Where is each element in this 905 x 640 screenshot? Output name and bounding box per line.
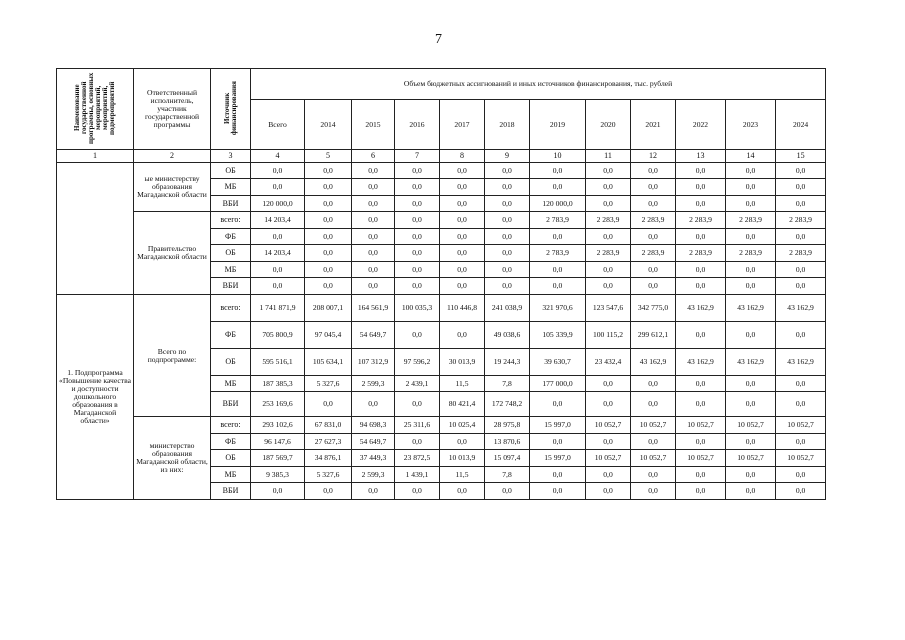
year-value-cell: 0,0 [726,228,776,245]
year-value-cell: 0,0 [352,195,395,212]
year-value-cell: 0,0 [395,195,440,212]
year-value-cell: 0,0 [530,179,586,196]
year-value-cell: 15 997,0 [530,450,586,467]
year-value-cell: 0,0 [395,212,440,229]
funding-source: ФБ [211,321,251,348]
year-value-cell: 0,0 [352,483,395,500]
year-value-cell: 2 283,9 [586,245,631,262]
year-value-cell: 0,0 [586,162,631,179]
year-value-cell: 0,0 [305,278,352,295]
header-year-2022: 2022 [676,100,726,150]
year-value-cell: 241 038,9 [485,294,530,321]
header-year-2016: 2016 [395,100,440,150]
funding-source: МБ [211,466,251,483]
year-value-cell: 0,0 [305,392,352,417]
year-value-cell: 0,0 [530,466,586,483]
year-value-cell: 43 162,9 [776,294,826,321]
year-value-cell: 0,0 [586,179,631,196]
year-value-cell: 0,0 [530,433,586,450]
year-value-cell: 321 970,6 [530,294,586,321]
year-value-cell: 0,0 [586,261,631,278]
year-value-cell: 2 783,9 [530,212,586,229]
header-year-2018: 2018 [485,100,530,150]
year-value-cell: 0,0 [631,375,676,392]
year-value-cell: 2 283,9 [586,212,631,229]
funding-source: ВБИ [211,392,251,417]
funding-source: ОБ [211,245,251,262]
year-value-cell: 43 162,9 [676,294,726,321]
year-value-cell: 164 561,9 [352,294,395,321]
year-value-cell: 0,0 [631,179,676,196]
year-value-cell: 0,0 [776,261,826,278]
year-value-cell: 0,0 [776,321,826,348]
year-value-cell: 0,0 [586,433,631,450]
year-value-cell: 0,0 [352,212,395,229]
column-number: 13 [676,149,726,162]
year-value-cell: 30 013,9 [440,348,485,375]
year-value-cell: 0,0 [676,278,726,295]
header-year-2017: 2017 [440,100,485,150]
total-value-cell: 187 569,7 [251,450,305,467]
year-value-cell: 0,0 [726,483,776,500]
year-value-cell: 43 162,9 [676,348,726,375]
year-value-cell: 80 421,4 [440,392,485,417]
year-value-cell: 0,0 [676,162,726,179]
year-value-cell: 0,0 [395,278,440,295]
year-value-cell: 10 052,7 [726,417,776,434]
table-body [57,162,826,499]
program-name: 1. Подпрограмма «Повышение качества и доступности дошкольного образования в Магаданской области» [57,294,134,499]
header-year-2021: 2021 [631,100,676,150]
year-value-cell: 0,0 [485,228,530,245]
year-value-cell: 0,0 [440,245,485,262]
budget-table [56,68,826,500]
funding-source: МБ [211,179,251,196]
year-value-cell: 0,0 [776,466,826,483]
column-number: 7 [395,149,440,162]
year-value-cell: 0,0 [631,228,676,245]
funding-source: ОБ [211,348,251,375]
year-value-cell: 23 872,5 [395,450,440,467]
funding-source: ВБИ [211,483,251,500]
header-total: Всего [251,100,305,150]
year-value-cell: 5 327,6 [305,375,352,392]
year-value-cell: 0,0 [352,245,395,262]
year-value-cell: 0,0 [440,179,485,196]
year-value-cell: 2 283,9 [726,245,776,262]
column-number: 3 [211,149,251,162]
year-value-cell: 2 283,9 [631,212,676,229]
year-value-cell: 0,0 [530,162,586,179]
header-year-2020: 2020 [586,100,631,150]
year-value-cell: 2 599,3 [352,466,395,483]
year-value-cell: 0,0 [395,321,440,348]
year-value-cell: 0,0 [676,483,726,500]
year-value-cell: 0,0 [485,278,530,295]
year-value-cell: 97 596,2 [395,348,440,375]
year-value-cell: 107 312,9 [352,348,395,375]
year-value-cell: 94 698,3 [352,417,395,434]
header-year-2024: 2024 [776,100,826,150]
total-value-cell: 0,0 [251,261,305,278]
year-value-cell: 0,0 [305,162,352,179]
executor-name: министерство образования Магаданской области, из них: [134,417,211,500]
year-value-cell: 0,0 [485,212,530,229]
year-value-cell: 10 052,7 [726,450,776,467]
year-value-cell: 0,0 [676,228,726,245]
year-value-cell: 0,0 [776,278,826,295]
column-number: 1 [57,149,134,162]
year-value-cell: 0,0 [485,261,530,278]
funding-source: всего: [211,417,251,434]
year-value-cell: 7,8 [485,466,530,483]
header-source-text: Источник финансирования [222,81,238,135]
year-value-cell: 0,0 [631,466,676,483]
year-value-cell: 0,0 [485,162,530,179]
funding-source: ФБ [211,228,251,245]
year-value-cell: 10 052,7 [631,450,676,467]
year-value-cell: 0,0 [305,228,352,245]
year-value-cell: 0,0 [352,179,395,196]
year-value-cell: 0,0 [440,162,485,179]
year-value-cell: 0,0 [776,195,826,212]
year-value-cell: 0,0 [631,195,676,212]
table-row [57,417,826,434]
year-value-cell: 0,0 [440,483,485,500]
year-value-cell: 0,0 [440,228,485,245]
total-value-cell: 9 385,3 [251,466,305,483]
year-value-cell: 0,0 [676,375,726,392]
year-value-cell: 10 052,7 [676,417,726,434]
year-value-cell: 105 634,1 [305,348,352,375]
year-value-cell: 10 052,7 [586,417,631,434]
year-value-cell: 0,0 [676,466,726,483]
year-value-cell: 7,8 [485,375,530,392]
year-value-cell: 11,5 [440,375,485,392]
year-value-cell: 13 870,6 [485,433,530,450]
table-row [57,212,826,229]
year-value-cell: 23 432,4 [586,348,631,375]
year-value-cell: 0,0 [726,261,776,278]
year-value-cell: 0,0 [676,392,726,417]
executor-name: Правительство Магаданской области [134,212,211,295]
year-value-cell: 10 052,7 [631,417,676,434]
header-year-2014: 2014 [305,100,352,150]
year-value-cell: 10 052,7 [586,450,631,467]
year-value-cell: 299 612,1 [631,321,676,348]
year-value-cell: 0,0 [395,162,440,179]
year-value-cell: 123 547,6 [586,294,631,321]
year-value-cell: 49 038,6 [485,321,530,348]
year-value-cell: 208 007,1 [305,294,352,321]
column-number: 4 [251,149,305,162]
year-value-cell: 10 052,7 [776,417,826,434]
total-value-cell: 1 741 871,9 [251,294,305,321]
year-value-cell: 0,0 [676,195,726,212]
year-value-cell: 0,0 [726,392,776,417]
year-value-cell: 39 630,7 [530,348,586,375]
total-value-cell: 705 800,9 [251,321,305,348]
year-value-cell: 0,0 [776,483,826,500]
year-value-cell: 0,0 [776,162,826,179]
year-value-cell: 342 775,0 [631,294,676,321]
year-value-cell: 0,0 [586,466,631,483]
year-value-cell: 11,5 [440,466,485,483]
header-funding-title: Объем бюджетных ассигнований и иных источников финансирования, тыс. рублей [251,69,826,100]
header-program [57,69,134,150]
year-value-cell: 0,0 [440,261,485,278]
year-value-cell: 0,0 [395,392,440,417]
year-value-cell: 97 045,4 [305,321,352,348]
year-value-cell: 2 783,9 [530,245,586,262]
funding-source: ОБ [211,162,251,179]
year-value-cell: 0,0 [440,278,485,295]
column-number: 11 [586,149,631,162]
year-value-cell: 0,0 [676,321,726,348]
total-value-cell: 0,0 [251,162,305,179]
year-value-cell: 0,0 [530,261,586,278]
total-value-cell: 0,0 [251,228,305,245]
column-numbers-row [57,149,826,162]
year-value-cell: 2 283,9 [776,245,826,262]
year-value-cell: 2 283,9 [676,245,726,262]
page-number: 7 [435,32,442,47]
year-value-cell: 0,0 [352,392,395,417]
total-value-cell: 120 000,0 [251,195,305,212]
year-value-cell: 34 876,1 [305,450,352,467]
year-value-cell: 0,0 [631,261,676,278]
total-value-cell: 14 203,4 [251,245,305,262]
year-value-cell: 0,0 [726,162,776,179]
year-value-cell: 0,0 [586,195,631,212]
funding-source: ФБ [211,433,251,450]
year-value-cell: 100 035,3 [395,294,440,321]
column-number: 5 [305,149,352,162]
year-value-cell: 0,0 [395,245,440,262]
year-value-cell: 100 115,2 [586,321,631,348]
year-value-cell: 43 162,9 [776,348,826,375]
year-value-cell: 0,0 [776,392,826,417]
year-value-cell: 177 000,0 [530,375,586,392]
year-value-cell: 54 649,7 [352,433,395,450]
year-value-cell: 0,0 [305,195,352,212]
funding-source: всего: [211,294,251,321]
column-number: 6 [352,149,395,162]
year-value-cell: 0,0 [776,228,826,245]
year-value-cell: 0,0 [631,433,676,450]
year-value-cell: 10 025,4 [440,417,485,434]
year-value-cell: 0,0 [352,162,395,179]
year-value-cell: 0,0 [440,212,485,229]
year-value-cell: 10 052,7 [676,450,726,467]
year-value-cell: 15 097,4 [485,450,530,467]
funding-source: МБ [211,375,251,392]
year-value-cell: 0,0 [631,483,676,500]
program-cell-empty [57,162,134,294]
column-number: 15 [776,149,826,162]
year-value-cell: 0,0 [485,179,530,196]
year-value-cell: 0,0 [395,433,440,450]
year-value-cell: 0,0 [586,228,631,245]
year-value-cell: 28 975,8 [485,417,530,434]
header-year-2023: 2023 [726,100,776,150]
total-value-cell: 595 516,1 [251,348,305,375]
funding-source: всего: [211,212,251,229]
year-value-cell: 0,0 [726,195,776,212]
year-value-cell: 0,0 [776,179,826,196]
year-value-cell: 0,0 [305,245,352,262]
header-program-text: Наименование государственной программы, основных мероприятий, мероприятий, подмероприятий [73,72,116,144]
year-value-cell: 15 997,0 [530,417,586,434]
year-value-cell: 0,0 [631,392,676,417]
funding-source: МБ [211,261,251,278]
header-year-2015: 2015 [352,100,395,150]
total-value-cell: 293 102,6 [251,417,305,434]
year-value-cell: 0,0 [726,466,776,483]
year-value-cell: 172 748,2 [485,392,530,417]
year-value-cell: 0,0 [530,483,586,500]
year-value-cell: 0,0 [352,228,395,245]
year-value-cell: 0,0 [485,483,530,500]
total-value-cell: 0,0 [251,483,305,500]
year-value-cell: 0,0 [676,261,726,278]
year-value-cell: 0,0 [776,433,826,450]
total-value-cell: 96 147,6 [251,433,305,450]
year-value-cell: 19 244,3 [485,348,530,375]
year-value-cell: 0,0 [726,375,776,392]
year-value-cell: 0,0 [530,228,586,245]
year-value-cell: 0,0 [586,483,631,500]
header-source [211,69,251,150]
year-value-cell: 10 052,7 [776,450,826,467]
year-value-cell: 2 283,9 [726,212,776,229]
table-row [57,294,826,321]
total-value-cell: 0,0 [251,278,305,295]
funding-source: ОБ [211,450,251,467]
year-value-cell: 0,0 [305,261,352,278]
table-header [57,69,826,163]
year-value-cell: 0,0 [726,321,776,348]
year-value-cell: 54 649,7 [352,321,395,348]
year-value-cell: 0,0 [631,278,676,295]
year-value-cell: 0,0 [395,228,440,245]
year-value-cell: 0,0 [530,392,586,417]
year-value-cell: 2 283,9 [676,212,726,229]
year-value-cell: 43 162,9 [631,348,676,375]
year-value-cell: 0,0 [305,483,352,500]
year-value-cell: 105 339,9 [530,321,586,348]
year-value-cell: 25 311,6 [395,417,440,434]
year-value-cell: 0,0 [395,261,440,278]
year-value-cell: 0,0 [530,278,586,295]
year-value-cell: 0,0 [586,278,631,295]
year-value-cell: 2 283,9 [776,212,826,229]
column-number: 10 [530,149,586,162]
year-value-cell: 0,0 [676,433,726,450]
year-value-cell: 5 327,6 [305,466,352,483]
year-value-cell: 0,0 [305,179,352,196]
year-value-cell: 0,0 [586,375,631,392]
year-value-cell: 0,0 [440,321,485,348]
column-number: 9 [485,149,530,162]
year-value-cell: 0,0 [485,195,530,212]
year-value-cell: 110 446,8 [440,294,485,321]
year-value-cell: 43 162,9 [726,348,776,375]
year-value-cell: 0,0 [440,433,485,450]
year-value-cell: 0,0 [631,162,676,179]
column-number: 2 [134,149,211,162]
year-value-cell: 0,0 [586,392,631,417]
year-value-cell: 0,0 [352,278,395,295]
year-value-cell: 0,0 [726,179,776,196]
header-executor: Ответственный исполнитель, участник государственной программы [134,69,211,150]
year-value-cell: 0,0 [776,375,826,392]
year-value-cell: 37 449,3 [352,450,395,467]
total-value-cell: 14 203,4 [251,212,305,229]
table-row [57,162,826,179]
header-year-2019: 2019 [530,100,586,150]
year-value-cell: 0,0 [485,245,530,262]
executor-name: ые министерству образования Магаданской области [134,162,211,212]
column-number: 14 [726,149,776,162]
year-value-cell: 2 439,1 [395,375,440,392]
year-value-cell: 0,0 [352,261,395,278]
year-value-cell: 10 013,9 [440,450,485,467]
year-value-cell: 43 162,9 [726,294,776,321]
year-value-cell: 0,0 [726,278,776,295]
column-number: 12 [631,149,676,162]
year-value-cell: 0,0 [395,483,440,500]
year-value-cell: 0,0 [305,212,352,229]
year-value-cell: 67 831,0 [305,417,352,434]
year-value-cell: 0,0 [726,433,776,450]
total-value-cell: 0,0 [251,179,305,196]
funding-source: ВБИ [211,195,251,212]
year-value-cell: 120 000,0 [530,195,586,212]
year-value-cell: 0,0 [676,179,726,196]
year-value-cell: 0,0 [440,195,485,212]
year-value-cell: 2 283,9 [631,245,676,262]
executor-name: Всего по подпрограмме: [134,294,211,417]
year-value-cell: 27 627,3 [305,433,352,450]
total-value-cell: 187 385,3 [251,375,305,392]
column-number: 8 [440,149,485,162]
year-value-cell: 1 439,1 [395,466,440,483]
year-value-cell: 0,0 [395,179,440,196]
funding-source: ВБИ [211,278,251,295]
year-value-cell: 2 599,3 [352,375,395,392]
total-value-cell: 253 169,6 [251,392,305,417]
